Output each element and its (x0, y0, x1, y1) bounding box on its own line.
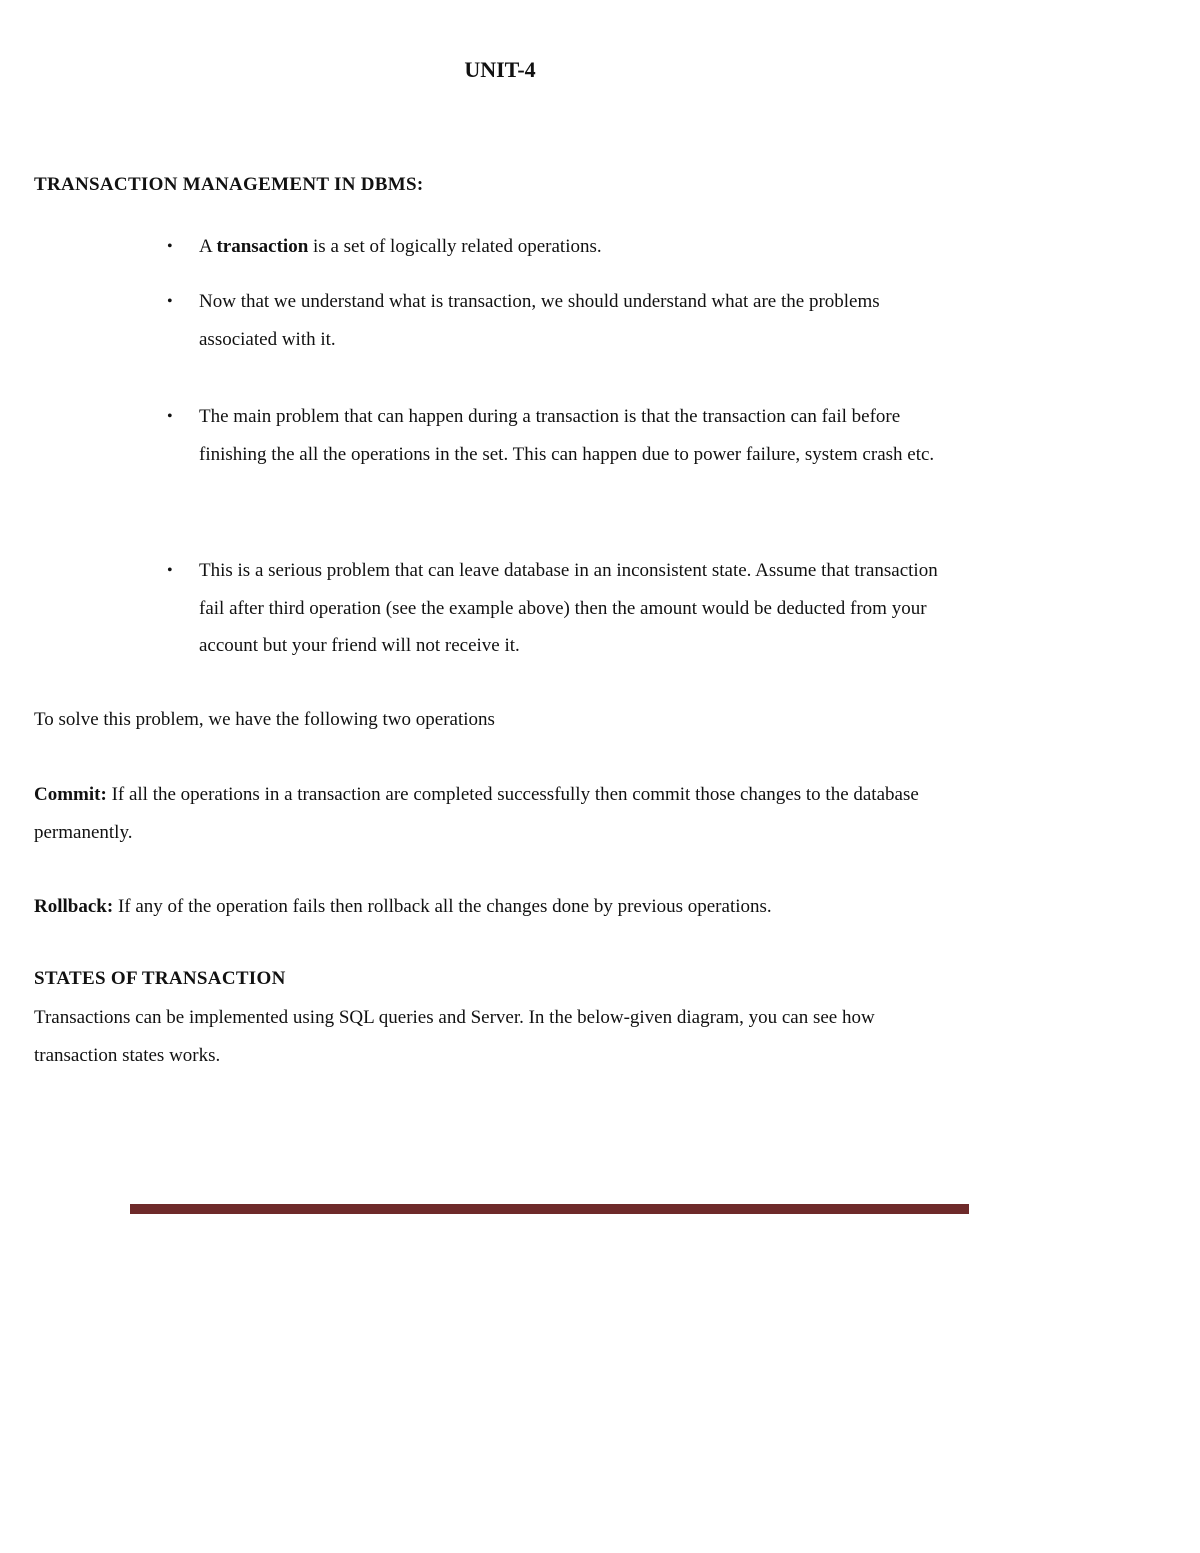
bullet-text: This is a serious problem that can leave database in an inconsistent state. Assume that transaction fail after third operation (see the example above) then the amount would be deducted from your account but your friend will not receive it. (199, 560, 938, 656)
commit-text: If all the operations in a transaction are completed successfully then commit those changes to the database permanently. (34, 784, 919, 843)
unit-title: UNIT-4 (464, 57, 536, 82)
divider-bar (130, 1204, 969, 1214)
bullet-text: Now that we understand what is transaction, we should understand what are the problems associated with it. (199, 291, 880, 350)
rollback-text: If any of the operation fails then rollback all the changes done by previous operations. (113, 896, 772, 917)
bullet-item (167, 283, 899, 358)
bullet-icon: • (167, 562, 173, 579)
bullet-icon: • (167, 238, 173, 255)
section-heading-states-of-transaction: STATES OF TRANSACTION (34, 968, 286, 989)
bullet-icon: • (167, 408, 173, 425)
bullet-item (167, 398, 949, 473)
bullet-item (167, 228, 969, 266)
bullet-prefix: A (199, 236, 217, 257)
bullet-bold-term: transaction (216, 236, 309, 257)
commit-label: Commit: (34, 784, 107, 805)
bullet-item (167, 552, 959, 665)
bullet-suffix: is a set of logically related operations. (308, 236, 602, 257)
commit-paragraph (34, 776, 974, 851)
solve-paragraph: To solve this problem, we have the following two operations (34, 709, 495, 730)
rollback-paragraph (34, 888, 974, 926)
bullet-text: The main problem that can happen during a transaction is that the transaction can fail before finishing the all the operations in the set. This can happen due to power failure, system crash etc. (199, 406, 935, 465)
bullet-icon: • (167, 293, 173, 310)
section-heading-transaction-management: TRANSACTION MANAGEMENT IN DBMS: (34, 174, 424, 195)
rollback-label: Rollback: (34, 896, 114, 917)
states-paragraph: Transactions can be implemented using SQL queries and Server. In the below-given diagram, you can see how transaction states works. (34, 1007, 875, 1066)
